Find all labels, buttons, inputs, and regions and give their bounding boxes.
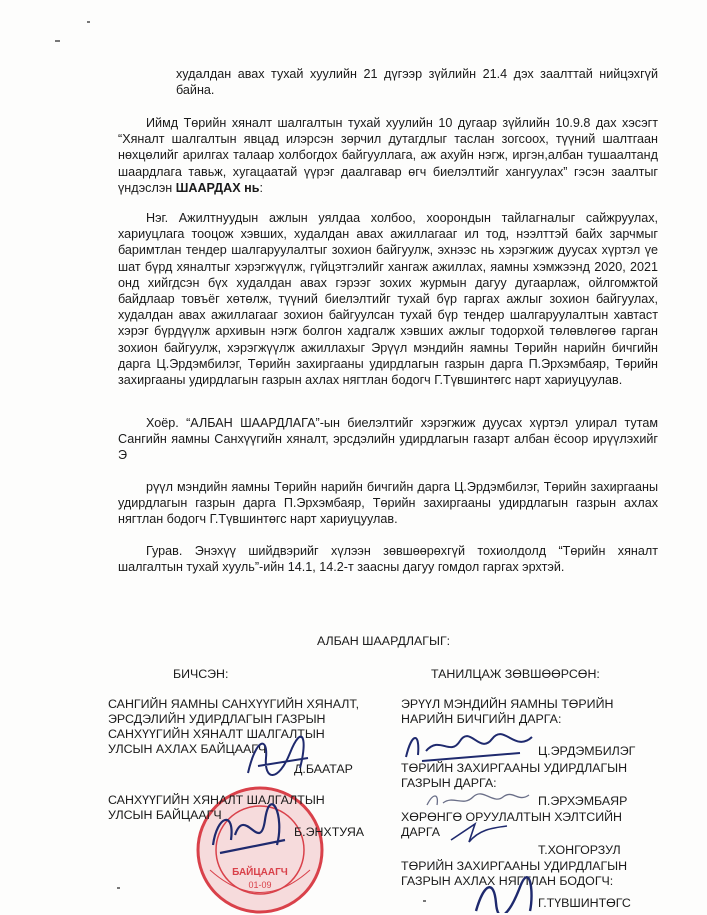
right-title-line-7: ТӨРИЙН ЗАХИРГААНЫ УДИРДЛАГЫН (401, 859, 628, 873)
right-title-line-1: ЭРҮҮЛ МЭНДИЙН ЯАМНЫ ТӨРИЙН (401, 697, 614, 711)
signature-khongorzul (445, 818, 515, 848)
right-title-line-3: ТӨРИЙН ЗАХИРГААНЫ УДИРДЛАГЫН (401, 761, 628, 775)
left-signer-name-2: Б.ЭНХТУЯА (294, 825, 365, 839)
paragraph-two-continued: рүүл мэндийн яамны Төрийн нарийн бичгийн дарга Ц.Эрдэмбилэг, Төрийн захиргааны удирдлагын газрын дарга П.Эрхэмбаяр, Төрийн захиргааны удирдлагын газрын ахлах нягтлан бодогч Г.Түвшинтөгс нарт хариуцуулав. (118, 480, 658, 527)
paragraph-intro: худалдан авах тухай хуулийн 21 дүгээр зүйлийн 21.4 дэх заалттай нийцэхгүй байна. (176, 67, 658, 98)
right-signer-name-4: Г.ТҮВШИНТӨГС (538, 896, 631, 910)
right-signer-name-3: Т.ХОНГОРЗУЛ (538, 843, 621, 857)
signature-enkhtuya (205, 795, 295, 865)
colon: : (259, 180, 263, 195)
left-title-line-5: САНХҮҮГИЙН ХЯНАЛТ ШАЛГАЛТЫН (108, 793, 325, 807)
left-title-line-1: САНГИЙН ЯАМНЫ САНХҮҮГИЙН ХЯНАЛТ, (108, 697, 360, 711)
right-header: ТАНИЛЦАЖ ЗӨВШӨӨРСӨН: (431, 667, 600, 681)
left-title-line-3: САНХҮҮГИЙН ХЯНАЛТ ШАЛГАЛТЫН (108, 727, 325, 741)
paragraph-two: Хоёр. “АЛБАН ШААРДЛАГА”-ын биелэлтийг хэрэгжиж дуусах хүртэл улирал тутам Сангийн яамны Санхүүгийн хяналт, эрсдэлийн удирдлагын газарт албан ёсоор ирүүлэхийг Э (118, 416, 658, 463)
right-title-line-8: ГАЗРЫН АХЛАХ НЯГТЛАН БОДОГЧ: (401, 874, 614, 888)
left-title-line-6: УЛСЫН БАЙЦААГЧ (108, 808, 222, 822)
paragraph-one: Нэг. Ажилтнуудын ажлын уялдаа холбоо, хоорондын тайлагналыг сайжруулах, хариуцлага тооцож хэвших, худалдан авах ажиллагааг ил тод, нээлттэй байх зарчмыг баримтлан тендер шалгаруулалтыг зохион байгуулж, эхнээс нь хэрэгжиж дуусах хүртэл үе шат бүрд хяналтыг хэрэгжүүлж, гүйцэтгэлийг хангаж ажиллах, яамны хэмжээнд 2020, 2021 онд хийгдсэн бүх худалдан авах гэрээг зохих журмын дагуу дугаарлаж, ойлгомжтой байдлаар товъёг хөтөлж, түүний биелэлтийг тухай бүр гаргах ажлыг зохион байгуулах, худалдан авах ажиллагааг зохион байгуулсан тухай бүр тендер шалгаруулалтын хавтаст хэрэг бүрдүүлж архивын нэгж болгон хадгалж хэвших ажлыг тодорхой төлөвлөгөө гарган зохион байгуулж, хэрэгжүүлж ажиллахыг Эрүүл мэндийн яамны Төрийн нарийн бичгийн дарга Ц.Эрдэмбилэг, Төрийн захиргааны удирдлагын газрын дарга П.Эрхэмбаяр, Төрийн захиргааны удирдлагын газрын ахлах нягтлан бодогч Г.Түвшинтөгс нарт хариуцуулав. (118, 211, 658, 388)
left-signer-name-1: Д.БААТАР (294, 762, 353, 776)
signature-tuvshintugs (470, 873, 540, 913)
stamp-text: БАЙЦААГЧ (232, 867, 288, 878)
scan-speck (87, 21, 90, 23)
scan-speck (55, 40, 60, 42)
right-title-line-5: ХӨРӨНГӨ ОРУУЛАЛТЫН ХЭЛТСИЙН (401, 810, 622, 824)
scan-speck (423, 900, 426, 902)
paragraph-three: Гурав. Энэхүү шийдвэрийг хүлээн зөвшөөрөхгүй тохиолдолд “Төрийн хяналт шалгалтын тухай хууль”-ийн 14.1, 14.2-т заасны дагуу гомдол гаргах эрхтэй. (118, 544, 658, 575)
left-title-line-2: ЭРСДЭЛИЙН УДИРДЛАГЫН ГАЗРЫН (108, 712, 326, 726)
right-signer-name-2: П.ЭРХЭМБАЯР (538, 794, 628, 808)
signature-erdembileg (400, 727, 540, 767)
left-title-line-4: УЛСЫН АХЛАХ БАЙЦААГЧ (108, 742, 267, 756)
signature-title: АЛБАН ШААРДЛАГЫГ: (317, 634, 451, 648)
right-signer-name-1: Ц.ЭРДЭМБИЛЭГ (538, 744, 636, 758)
paragraph-basis (118, 115, 658, 196)
paragraph-basis-text: Иймд Төрийн хяналт шалгалтын тухай хуулийн 10 дугаар зүйлийн 10.9.8 дах хэсэгт “Хяналт шалгалтын явцад илэрсэн зөрчил дутагдлыг таслан зогсоох, түүний шалтгаан нөхцөлийг арилгах талаар холбогдох байгууллага, аж ахуйн нэгж, иргэн,албан тушаалтанд шаардлага тавьж, хугацаатай үүрэг даалгавар өгч биелэлтийг хангуулах” гэсэн заалтыг үндэслэн (118, 116, 658, 195)
signature-baatar (238, 728, 318, 788)
right-title-line-6: ДАРГА (401, 825, 441, 839)
scan-speck (117, 887, 120, 889)
stamp-number: 01-09 (248, 880, 272, 890)
signature-erkhembayar (423, 789, 533, 811)
left-header: БИЧСЭН: (173, 667, 229, 681)
right-title-line-2: НАРИЙН БИЧГИЙН ДАРГА: (401, 712, 562, 726)
right-title-line-4: ГАЗРЫН ДАРГА: (401, 776, 497, 790)
demand-heading: ШААРДАХ нь (175, 180, 260, 195)
